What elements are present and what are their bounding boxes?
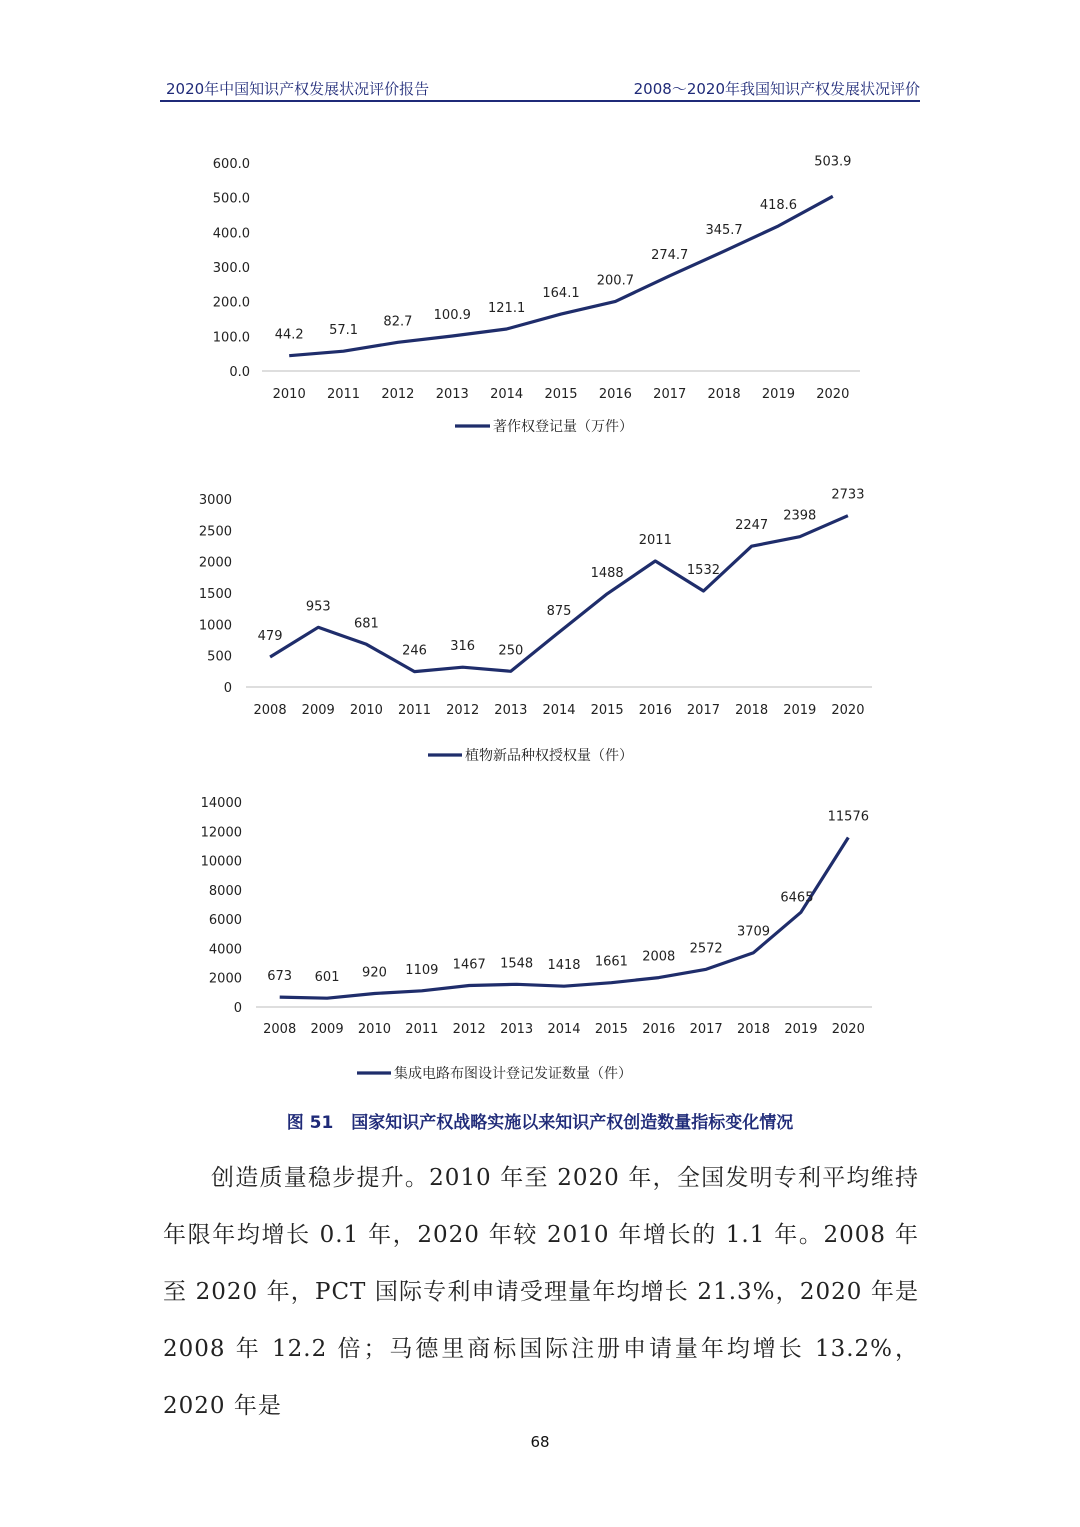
data-label: 479 bbox=[257, 628, 283, 644]
header-report-title: 2020年中国知识产权发展状况评价报告 bbox=[166, 80, 430, 98]
y-tick-label: 600.0 bbox=[212, 157, 250, 172]
legend-label: 植物新品种权授权量（件） bbox=[465, 748, 633, 764]
x-tick-label: 2018 bbox=[735, 703, 769, 718]
y-tick-label: 0 bbox=[233, 1001, 242, 1016]
data-label: 2398 bbox=[783, 508, 817, 524]
x-tick-label: 2016 bbox=[638, 703, 672, 718]
data-label: 6465 bbox=[780, 890, 814, 906]
chart-ic-layout-certificates bbox=[0, 785, 1080, 1095]
data-label: 601 bbox=[314, 970, 340, 986]
x-tick-label: 2009 bbox=[301, 703, 335, 718]
x-tick-label: 2008 bbox=[263, 1022, 297, 1037]
x-tick-label: 2011 bbox=[397, 703, 432, 718]
y-tick-label: 2000 bbox=[198, 555, 232, 571]
y-tick-label: 200.0 bbox=[212, 295, 250, 311]
y-tick-label: 4000 bbox=[208, 942, 242, 958]
y-tick-label: 2000 bbox=[208, 971, 242, 987]
y-tick-label: 3000 bbox=[198, 493, 232, 508]
y-tick-label: 0.0 bbox=[229, 365, 250, 380]
x-tick-label: 2013 bbox=[435, 387, 469, 402]
data-label: 2247 bbox=[735, 518, 769, 534]
y-tick-label: 100.0 bbox=[212, 330, 250, 346]
y-tick-label: 6000 bbox=[208, 913, 242, 929]
x-tick-label: 2019 bbox=[784, 1022, 818, 1037]
x-tick-label: 2012 bbox=[381, 387, 415, 402]
data-label: 121.1 bbox=[488, 301, 526, 317]
figure-caption-label: 图 51 bbox=[286, 1113, 334, 1133]
y-tick-label: 300.0 bbox=[212, 261, 250, 276]
data-label: 1532 bbox=[686, 562, 721, 578]
y-tick-label: 1500 bbox=[198, 587, 232, 602]
x-tick-label: 2020 bbox=[831, 1022, 865, 1037]
header-section-title: 2008～2020年我国知识产权发展状况评价 bbox=[633, 80, 920, 98]
x-tick-label: 2014 bbox=[547, 1022, 581, 1037]
x-tick-label: 2010 bbox=[349, 703, 383, 718]
data-label: 164.1 bbox=[542, 286, 580, 302]
x-tick-label: 2012 bbox=[452, 1022, 486, 1037]
x-tick-label: 2017 bbox=[689, 1022, 723, 1037]
x-tick-label: 2014 bbox=[542, 703, 576, 718]
x-tick-label: 2017 bbox=[653, 387, 687, 402]
data-label: 82.7 bbox=[383, 314, 413, 330]
data-label: 1661 bbox=[594, 954, 628, 970]
data-label: 246 bbox=[402, 643, 427, 659]
data-label: 2733 bbox=[831, 487, 865, 503]
data-label: 1488 bbox=[590, 565, 624, 581]
data-label: 316 bbox=[450, 639, 476, 655]
data-label: 345.7 bbox=[705, 223, 743, 239]
series-line bbox=[270, 516, 848, 672]
y-tick-label: 10000 bbox=[200, 854, 242, 870]
data-label: 274.7 bbox=[651, 247, 689, 263]
y-tick-label: 2500 bbox=[198, 524, 232, 540]
x-tick-label: 2010 bbox=[272, 387, 306, 402]
data-label: 1418 bbox=[547, 958, 581, 974]
data-label: 2572 bbox=[689, 941, 723, 957]
x-tick-label: 2019 bbox=[783, 703, 817, 718]
x-tick-label: 2011 bbox=[405, 1022, 439, 1037]
x-tick-label: 2017 bbox=[686, 703, 721, 718]
x-tick-label: 2009 bbox=[310, 1022, 344, 1037]
x-tick-label: 2015 bbox=[590, 703, 624, 718]
y-tick-label: 400.0 bbox=[212, 226, 250, 242]
data-label: 503.9 bbox=[814, 154, 852, 170]
running-header bbox=[160, 78, 920, 102]
chart-plant-variety-grants bbox=[0, 478, 1080, 778]
x-tick-label: 2011 bbox=[326, 387, 361, 402]
header-rule bbox=[160, 100, 920, 102]
x-tick-label: 2020 bbox=[831, 703, 865, 718]
data-label: 673 bbox=[267, 969, 293, 985]
legend-label: 集成电路布图设计登记发证数量（件） bbox=[394, 1066, 632, 1082]
data-label: 418.6 bbox=[759, 197, 798, 213]
y-tick-label: 1000 bbox=[198, 618, 232, 634]
x-tick-label: 2013 bbox=[494, 703, 528, 718]
x-tick-label: 2010 bbox=[357, 1022, 392, 1037]
figure-caption-text: 国家知识产权战略实施以来知识产权创造数量指标变化情况 bbox=[351, 1113, 794, 1133]
y-tick-label: 8000 bbox=[208, 883, 242, 899]
figure-caption bbox=[0, 1108, 1080, 1133]
y-tick-label: 500.0 bbox=[212, 191, 250, 207]
x-tick-label: 2015 bbox=[594, 1022, 628, 1037]
data-label: 1548 bbox=[500, 956, 534, 972]
x-tick-label: 2015 bbox=[544, 387, 578, 402]
legend-label: 著作权登记量（万件） bbox=[493, 419, 633, 435]
series-line bbox=[289, 196, 833, 355]
data-label: 2008 bbox=[642, 949, 676, 965]
data-label: 681 bbox=[353, 616, 379, 632]
data-label: 11576 bbox=[827, 809, 869, 825]
data-label: 1467 bbox=[452, 957, 486, 973]
data-label: 953 bbox=[305, 599, 331, 615]
data-label: 57.1 bbox=[329, 323, 359, 339]
x-tick-label: 2014 bbox=[490, 387, 524, 402]
y-tick-label: 12000 bbox=[200, 825, 242, 841]
chart-copyright-registrations bbox=[0, 145, 1080, 445]
data-label: 875 bbox=[546, 604, 572, 620]
data-label: 1109 bbox=[405, 962, 439, 978]
data-label: 920 bbox=[362, 965, 387, 981]
x-tick-label: 2018 bbox=[707, 387, 741, 402]
x-tick-label: 2008 bbox=[253, 703, 287, 718]
data-label: 100.9 bbox=[433, 308, 471, 324]
y-tick-label: 14000 bbox=[200, 796, 242, 811]
data-label: 2011 bbox=[638, 532, 672, 548]
x-tick-label: 2012 bbox=[446, 703, 480, 718]
data-label: 250 bbox=[498, 643, 524, 659]
x-tick-label: 2016 bbox=[642, 1022, 676, 1037]
data-label: 3709 bbox=[736, 924, 771, 940]
data-label: 44.2 bbox=[274, 327, 304, 343]
data-label: 200.7 bbox=[596, 273, 634, 289]
x-tick-label: 2013 bbox=[500, 1022, 534, 1037]
y-tick-label: 0 bbox=[223, 681, 232, 696]
x-tick-label: 2018 bbox=[736, 1022, 771, 1037]
y-tick-label: 500 bbox=[207, 649, 232, 665]
x-tick-label: 2016 bbox=[598, 387, 632, 402]
x-tick-label: 2019 bbox=[761, 387, 796, 402]
x-tick-label: 2020 bbox=[816, 387, 850, 402]
page-number: 68 bbox=[530, 1433, 550, 1451]
body-paragraph: 创造质量稳步提升。2010 年至 2020 年，全国发明专利平均维持年限年均增长 0.1 年，2020 年较 2010 年增长的 1.1 年。2008 年至 2020 年，PCT 国际专利申请受理量年均增长 21.3%，2020 年是 2008 年 12.2 倍；马德里商标国际注册申请量年均增长 13.2%，2020 年是 bbox=[163, 1165, 919, 1419]
